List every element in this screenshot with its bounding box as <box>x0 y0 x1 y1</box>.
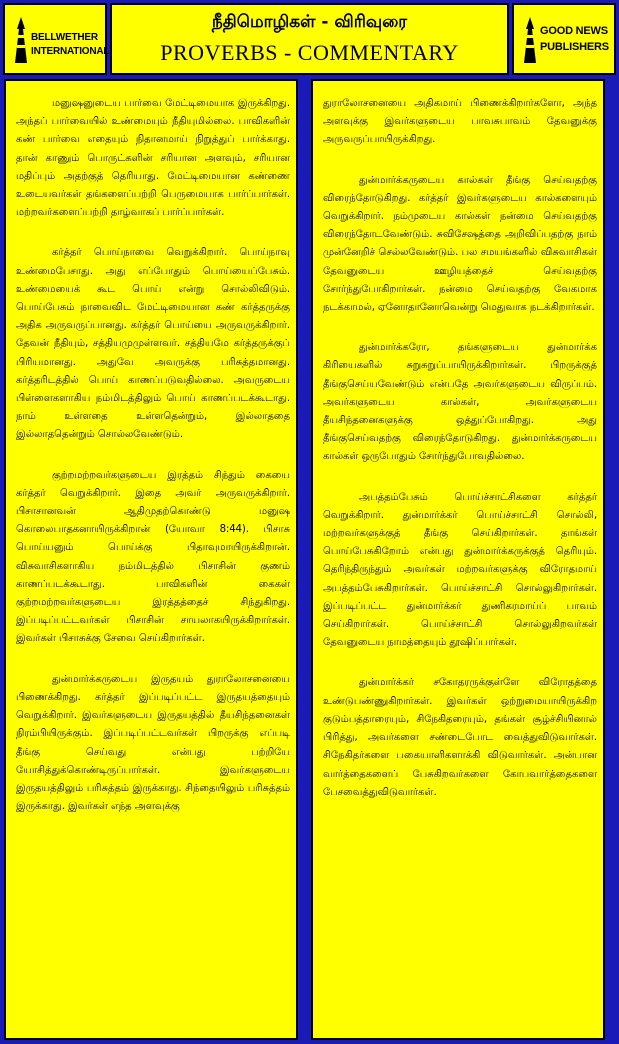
paragraph: கர்த்தர் பொய்நாவை வெறுக்கிறார். பொய்நாவு உண்மைபேசாது. அது எப்போதும் பொய்யைப்பேசும். உண்மையைக் கூட பொய் என்று சொல்லிவிடும். பொய்பேசும் நாவைவிட மேட்டிமையான கண் கர்த்தருக்கு அதிக அருவருப்பானது. கர்த்தர் பொய்யை அருவருக்கிறார். தேவன் நீதியும், சத்தியமுமுள்ளவர். சத்தியமே கர்த்தருக்குப் பிரியமானது. அதுவே அவருக்கு பரிசுத்தமானது. கர்த்தரிடத்தில் பொய் காணப்படுவதில்லை. அவருடைய பிள்ளைகளாகிய நம்மிடத்திலும் பொய் காணப்படக்கூடாது. நாம் உள்ளதை உள்ளதென்றும், இல்லாததை இல்லாததென்றும் சொல்லவேண்டும். <box>16 247 290 441</box>
left-logo <box>3 3 110 75</box>
title-tamil: நீதிமொழிகள் - விரிவுரை <box>211 12 408 32</box>
paragraph: மனுஷனுடைய பார்வை மேட்டிமையாக இருக்கிறது. அந்தப் பார்வையில் உண்மையும் நீதியுமில்லை. பாவிகளின் கண் பார்வை எதையும் நிதானமாய் நிறுத்துப் பார்க்காது. தான் காணும் பொருட்களின் சரியான அளவும், சரியான மதிப்பும் அதற்குத் தெரியாது. மேட்டிமையான கண்ணை உடையவர்கள் தங்களைப்பற்றி பெருமையாக பார்ப்பார்கள். மற்றவர்களைப்பற்றி தாழ்வாகப் பார்ப்பார்கள். <box>16 98 290 219</box>
header <box>3 3 616 75</box>
paragraph: துராலோசனையை அதிகமாய் பிணைக்கிறார்களோ, அந்த அளவுக்கு இவர்களுடைய பாவசுபாவம் தேவனுக்கு அருவருப்பாயிருக்கிறது. <box>323 98 597 146</box>
tower-icon <box>11 15 31 65</box>
paragraph: துன்மார்க்கருடைய இருதயம் துராலோசனையை பிணைக்கிறது. கர்த்தர் இப்படிப்பட்ட இருதயத்தையும் வெறுக்கிறார். இவர்களுடைய இருதயத்தில் தீயசிந்தனைகள் நிரம்பியிருக்கும். இப்படிப்பட்டவர்கள் பிறருக்கு எப்படி தீங்கு செய்வது என்பது பற்றியே யோசித்துக்கொண்டிருப்பார்கள். இவர்களுடைய இருதயத்திலும் பரிசுத்தம் இருக்காது. சிந்தையிலும் பரிசுத்தம் இருக்காது. இவர்கள் எந்த அளவுக்கு <box>16 673 290 813</box>
right-logo-line1: GOOD NEWS <box>540 25 608 37</box>
right-logo <box>512 3 616 75</box>
paragraph: துன்மார்க்கர் சகோதரருக்குள்ளே விரோதத்தை உண்டுபண்ணுகிறார்கள். இவர்கள் ஒற்றுமையாயிருக்கிற குடும்பத்தாரையும், சிநேகிதரையும், தங்கள் சூழ்ச்சியினால் பிரித்து, அவர்களை சண்டைபோட வைத்துவிடுவார்கள். சிநேகிதர்களை பகையாளிகளாக்கி விடுவார்கள். அன்பான வார்த்தைகளைப் பேசுகிறவர்களை கோபவார்த்தைகளை பேசவைத்துவிடுவார்கள். <box>323 677 597 798</box>
title-box <box>110 3 509 75</box>
left-logo-line1: BELLWETHER <box>31 32 98 43</box>
left-logo-line2: INTERNATIONAL <box>31 46 110 57</box>
right-column <box>311 79 605 1040</box>
paragraph: துன்மார்க்கருடைய கால்கள் தீங்கு செய்வதற்கு விரைந்தோடுகிறது. கர்த்தர் இவர்களுடைய கால்களையும் வெறுக்கிறார். நம்முடைய கால்கள் நன்மை செய்வதற்கு விரைந்தோடவேண்டும். சுவிசேஷத்தை அறிவிப்பதற்கு நாம் முன்னேறிச் செல்லவேண்டும். பல சமயங்களில் விசுவாசிகள் தேவனுடைய ஊழியத்தைச் செய்வதற்கு சோர்ந்துபோகிறார்கள். நன்மை செய்வதற்கு வேகமாக நடக்காமல், ஏனோதானோவென்று மெதுவாக நடக்கிறார்கள். <box>323 174 597 314</box>
paragraph: அபத்தம்பேசும் பொய்ச்சாட்சிகளை கர்த்தர் வெறுக்கிறார். துன்மார்க்கர் பொய்ச்சாட்சி சொல்லி, மற்றவர்களுக்குத் தீங்கு செய்கிறார்கள். தாங்கள் பொய்பேசுகிறோம் என்பது துன்மார்க்கருக்குத் தெரியும். தெரிந்திருந்தும் அவர்கள் மற்றவர்களுக்கு விரோதமாய் அபத்தம்பேசுகிறார்கள். பொய்ச்சாட்சி சொல்லுகிறார்கள். இப்படிப்பட்ட துன்மார்க்கர் துணிகரமாய்ப் பாவம் செய்கிறார்கள். பொய்ச்சாட்சி சொல்லுகிறவர்கள் தேவனுடைய நாமத்தையும் தூஷிப்பார்கள். <box>323 491 597 649</box>
paragraph: குற்றமற்றவர்களுடைய இரத்தம் சிந்தும் கையை கர்த்தர் வெறுக்கிறார். இதை அவர் அருவருக்கிறார். பிசாசானவன் ஆதிமுதற்கொண்டு மனுஷ கொலைபாதகனாயிருக்கிறான் (யோவா 8:44). பிசாசு பொய்யனும் பொய்க்கு பிதாவுமாயிருக்கிறான். விசுவாசிகளாகிய நம்மிடத்தில் பிசாசின் குணம் காணப்படக்கூடாது. பாவிகளின் கைகள் குற்றமற்றவர்களுடைய இரத்தத்தைச் சிந்துகிறது. இப்படிப்பட்டவர்கள் பிசாசின் சாயலாகயிருக்கிறார்கள். இவர்கள் பிசாசுக்கு சேவை செய்கிறார்கள். <box>16 469 290 645</box>
left-column <box>4 79 298 1040</box>
paragraph: துன்மார்க்கரோ, தங்களுடைய துன்மார்க்க கிரியைகளில் சுறுசுறுப்பாயிருக்கிறார்கள். பிறருக்குத் தீங்குசெய்யவேண்டும் என்பதே அவர்களுடைய விருப்பம். அவர்களுடைய கால்கள், அவர்களுடைய தீயசிந்தனைகளுக்கு ஒத்துப்போகிறது. அது தீங்குசெய்வதற்கு விரைந்தோடுகிறது. துன்மார்க்கருடைய கால்கள் ஒருபோதும் சோர்ந்துபோவதில்லை. <box>323 342 597 463</box>
tower-icon <box>520 15 540 65</box>
title-english: PROVERBS - COMMENTARY <box>160 40 459 65</box>
right-logo-line2: PUBLISHERS <box>540 41 609 53</box>
